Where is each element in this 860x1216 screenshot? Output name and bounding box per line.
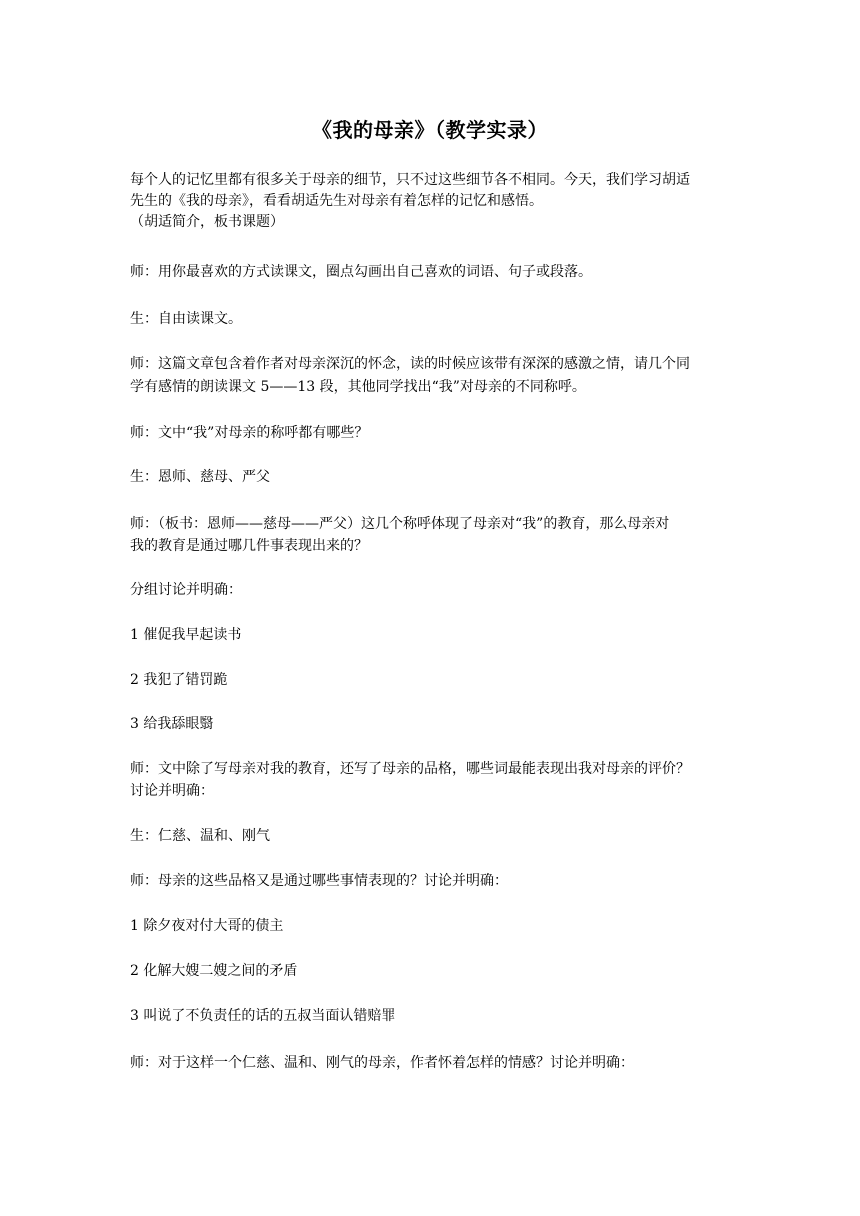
paragraph-line: 师：这篇文章包含着作者对母亲深沉的怀念，读的时候应该带有深深的感激之情，请几个同 xyxy=(130,356,690,372)
list-item: 1 除夕夜对付大哥的债主 xyxy=(130,918,284,934)
paragraph-line: 师：用你最喜欢的方式读课文，圈点勾画出自己喜欢的词语、句子或段落。 xyxy=(130,264,592,280)
list-item: 2 化解大嫂二嫂之间的矛盾 xyxy=(130,963,298,979)
paragraph-line: 先生的《我的母亲》，看看胡适先生对母亲有着怎样的记忆和感悟。 xyxy=(130,193,543,209)
paragraph-line: 我的教育是通过哪几件事表现出来的？ xyxy=(130,538,368,554)
paragraph-line: 师：对于这样一个仁慈、温和、刚气的母亲，作者怀着怎样的情感？讨论并明确： xyxy=(130,1055,634,1071)
list-item: 2 我犯了错罚跪 xyxy=(130,672,228,688)
paragraph-line: 师：文中除了写母亲对我的教育，还写了母亲的品格，哪些词最能表现出我对母亲的评价？ xyxy=(130,761,690,777)
paragraph-line: （胡适简介，板书课题） xyxy=(130,214,284,230)
paragraph-line: 每个人的记忆里都有很多关于母亲的细节，只不过这些细节各不相同。今天，我们学习胡适 xyxy=(130,172,690,188)
paragraph-line: 生：仁慈、温和、刚气 xyxy=(130,828,270,844)
paragraph-line: 师：母亲的这些品格又是通过哪些事情表现的？讨论并明确： xyxy=(130,873,508,889)
list-item: 3 给我舔眼翳 xyxy=(130,716,214,732)
paragraph-line: 分组讨论并明确： xyxy=(130,582,242,598)
list-item: 3 叫说了不负责任的话的五叔当面认错赔罪 xyxy=(130,1008,396,1024)
paragraph-line: 师：文中“我”对母亲的称呼都有哪些？ xyxy=(130,425,369,441)
paragraph-line: 生：恩师、慈母、严父 xyxy=(130,469,270,485)
document-title: 《我的母亲》（教学实录） xyxy=(312,118,548,142)
paragraph-line: 讨论并明确： xyxy=(130,783,214,799)
paragraph-line: 师：（板书：恩师——慈母——严父）这几个称呼体现了母亲对“我”的教育，那么母亲对 xyxy=(130,516,670,532)
list-item: 1 催促我早起读书 xyxy=(130,627,242,643)
paragraph-line: 学有感情的朗读课文 5——13 段，其他同学找出“我”对母亲的不同称呼。 xyxy=(130,379,586,395)
paragraph-line: 生：自由读课文。 xyxy=(130,311,242,327)
